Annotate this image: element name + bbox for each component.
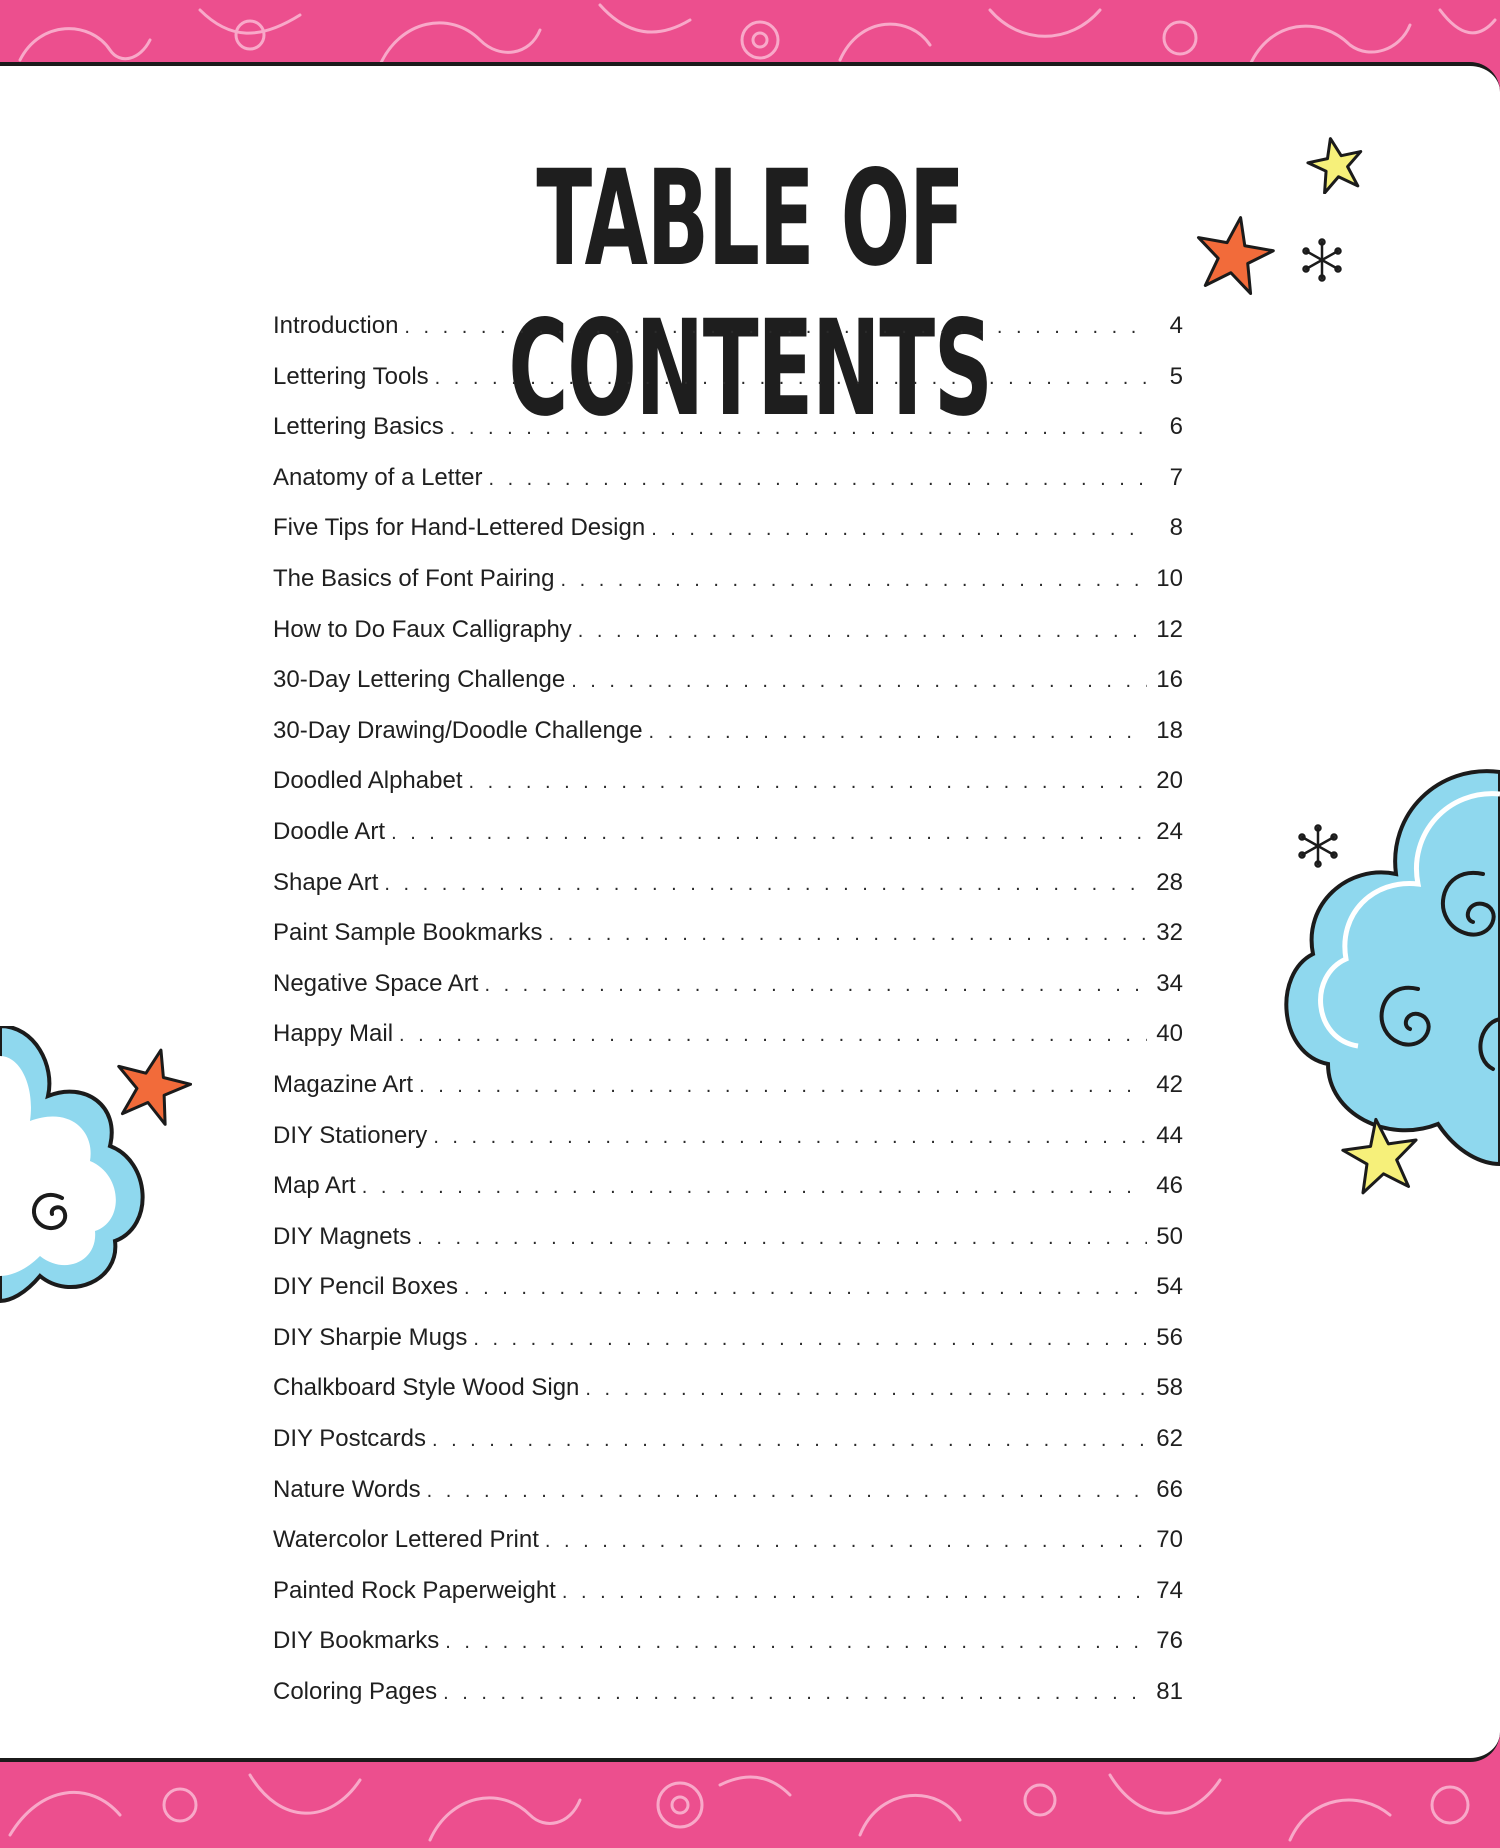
toc-entry [273,616,1183,667]
bottom-border-band [0,1755,1500,1848]
toc-entry-page-number: 74 [1156,1576,1183,1604]
toc-entry-title: DIY Magnets [273,1222,412,1250]
toc-entry [273,717,1183,768]
toc-entry-title: Happy Mail [273,1020,394,1048]
toc-entry-title: Five Tips for Hand-Lettered Design [273,514,646,542]
toc-entry-title: Magazine Art [273,1070,414,1098]
dot-leader [571,670,1147,693]
toc-entry-title: DIY Stationery [273,1121,428,1149]
dot-leader [391,822,1147,845]
toc-entry-page-number: 4 [1169,312,1183,339]
toc-entry-title: How to Do Faux Calligraphy [273,615,572,643]
toc-entry-title: Nature Words [273,1475,421,1503]
snowflake-icon [1300,238,1344,282]
toc-entry [273,413,1183,464]
toc-entry-page-number: 18 [1156,716,1183,744]
toc-entry-page-number: 62 [1156,1425,1183,1453]
toc-entry-page-number: 76 [1156,1627,1183,1655]
toc-entry-page-number: 34 [1156,969,1183,997]
yellow-star-icon [1340,1116,1422,1196]
dot-leader [404,316,1147,339]
dot-leader [548,923,1147,946]
toc-entry [273,1223,1183,1274]
toc-entry-title: DIY Sharpie Mugs [273,1323,468,1351]
toc-entry-page-number: 40 [1156,1020,1183,1048]
toc-entry [273,1071,1183,1122]
toc-entry [273,970,1183,1021]
toc-entry-page-number: 81 [1156,1678,1183,1706]
toc-entry [273,1172,1183,1223]
dot-leader [488,468,1147,491]
toc-entry-page-number: 7 [1169,463,1183,491]
toc-entry-title: Chalkboard Style Wood Sign [273,1374,580,1402]
toc-entry-page-number: 16 [1156,666,1183,694]
toc-entry [273,919,1183,970]
dot-leader [585,1378,1147,1401]
toc-entry [273,363,1183,414]
toc-entry [273,1374,1183,1425]
toc-entry-title: DIY Pencil Boxes [273,1273,458,1301]
toc-entry-title: DIY Bookmarks [273,1627,440,1655]
toc-entry [273,514,1183,565]
toc-entry [273,1324,1183,1375]
toc-entry-title: Coloring Pages [273,1678,438,1706]
toc-entry-title: Doodled Alphabet [273,767,463,795]
toc-entry [273,1627,1183,1678]
dot-leader [399,1024,1147,1047]
dot-leader [435,367,1147,390]
toc-entry-title: Paint Sample Bookmarks [273,919,543,947]
dot-leader [560,569,1147,592]
dot-leader [469,771,1148,794]
dot-leader [464,1277,1147,1300]
toc-entry-title: 30-Day Drawing/Doodle Challenge [273,716,643,744]
dot-leader [417,1227,1147,1250]
toc-entry-page-number: 12 [1156,615,1183,643]
toc-entry-title: DIY Postcards [273,1425,426,1453]
toc-entry-title: Doodle Art [273,817,386,845]
toc-entry-title: Anatomy of a Letter [273,463,483,491]
toc-entry [273,1425,1183,1476]
swirl-pattern-icon [0,1755,1500,1848]
dot-leader [419,1075,1147,1098]
toc-entry [273,565,1183,616]
dot-leader [450,417,1147,440]
toc-entry [273,666,1183,717]
toc-entry-title: 30-Day Lettering Challenge [273,666,566,694]
dot-leader [545,1530,1147,1553]
toc-entry [273,1678,1183,1729]
orange-star-icon [1193,214,1275,296]
dot-leader [445,1631,1147,1654]
toc-entry-title: Negative Space Art [273,969,479,997]
toc-entry-page-number: 44 [1156,1121,1183,1149]
toc-entry [273,312,1183,363]
toc-entry [273,1122,1183,1173]
toc-entry-page-number: 24 [1156,817,1183,845]
dot-leader [432,1429,1147,1452]
toc-entry-page-number: 28 [1156,868,1183,896]
toc-entry-page-number: 66 [1156,1475,1183,1503]
contents-page [0,62,1500,1762]
toc-entry-page-number: 70 [1156,1526,1183,1554]
toc-entry-title: Shape Art [273,868,379,896]
orange-star-icon [112,1046,192,1126]
toc-entry [273,1476,1183,1527]
toc-entry-page-number: 58 [1156,1374,1183,1402]
dot-leader [384,873,1147,896]
dot-leader [443,1682,1147,1705]
yellow-star-icon [1306,136,1366,194]
dot-leader [427,1480,1147,1503]
toc-entry-page-number: 32 [1156,919,1183,947]
dot-leader [562,1581,1147,1604]
dot-leader [651,518,1147,541]
toc-entry-page-number: 50 [1156,1222,1183,1250]
toc-entry-page-number: 42 [1156,1070,1183,1098]
toc-entry-page-number: 46 [1156,1172,1183,1200]
toc-entry-title: Watercolor Lettered Print [273,1526,539,1554]
dot-leader [649,721,1147,744]
toc-entry-page-number: 54 [1156,1273,1183,1301]
page-title: TABLE OF CONTENTS [508,142,992,446]
toc-entry-title: The Basics of Font Pairing [273,564,555,592]
toc-entry [273,464,1183,515]
toc-list [273,312,1183,1729]
toc-entry-page-number: 10 [1156,564,1183,592]
toc-entry [273,1273,1183,1324]
toc-entry [273,1020,1183,1071]
toc-entry-page-number: 5 [1169,362,1183,390]
toc-entry [273,869,1183,920]
dot-leader [362,1176,1147,1199]
toc-entry [273,1577,1183,1628]
toc-entry-title: Painted Rock Paperweight [273,1576,556,1604]
toc-entry-title: Introduction [273,312,399,339]
toc-entry-title: Lettering Basics [273,413,444,441]
dot-leader [433,1126,1147,1149]
toc-entry-title: Map Art [273,1172,356,1200]
toc-entry-page-number: 8 [1169,514,1183,542]
toc-entry-page-number: 6 [1169,413,1183,441]
toc-entry [273,767,1183,818]
toc-entry [273,1526,1183,1577]
toc-entry [273,818,1183,869]
dot-leader [578,620,1147,643]
dot-leader [473,1328,1147,1351]
toc-entry-title: Lettering Tools [273,362,429,390]
toc-entry-page-number: 56 [1156,1323,1183,1351]
toc-entry-page-number: 20 [1156,767,1183,795]
dot-leader [484,974,1147,997]
